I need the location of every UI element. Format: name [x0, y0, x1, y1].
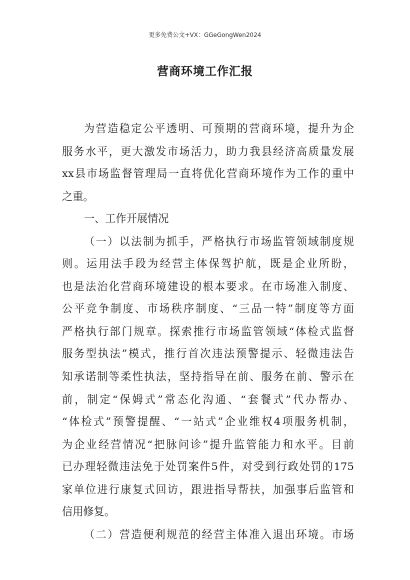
- header-note: 更多免费公文+VX：GGeGongWen2024: [148, 32, 262, 39]
- paragraph-line: 为营造稳定公平透明、可预期的营商环境，提升为企: [84, 123, 354, 135]
- paragraph-line: 信用修复。: [62, 506, 115, 519]
- document-title: 营商环境工作汇报: [157, 64, 253, 78]
- paragraph-line: 也是法治化营商环境建设的根本要求。在市场准入制度、: [62, 280, 354, 293]
- paragraph-line: 服务水平，更大激发市场活力，助力我县经济高质量发展: [62, 145, 354, 158]
- paragraph-line: 严格执行部门规章。探索推行市场监管领域“体检式监督: [62, 325, 354, 338]
- document-body: [62, 118, 354, 546]
- paragraph-line: 家单位进行康复式回访，跟进指导帮扶，加强事后监管和: [62, 483, 354, 496]
- paragraph-line: 已办理轻微违法免于处罚案件5件，对受到行政处罚的175: [62, 461, 354, 474]
- paragraph-line: “体检式”预警提醒、“一站式”企业维权4项服务机制，: [62, 416, 354, 429]
- paragraph-line: 之重。: [62, 190, 94, 203]
- paragraph-line: （二）营造便利规范的经营主体准入退出环境。市场: [84, 528, 354, 541]
- paragraph-line: 为企业经营情况“把脉问诊”提升监管能力和水平。目前: [62, 438, 354, 451]
- paragraph-line: （一）以法制为抓手，严格执行市场监管领域制度规: [84, 235, 354, 248]
- paragraph-line: 公平竞争制度、市场秩序制度、“三品一特”制度等方面: [62, 303, 354, 316]
- paragraph-line: 知承诺制等柔性执法，坚持指导在前、服务在前、警示在: [62, 371, 354, 384]
- paragraph-line: 前，制定“保姆式”常态化沟通、“套餐式”代办帮办、: [62, 393, 354, 406]
- paragraph-line: 则。运用法手段为经营主体保驾护航，既是企业所盼，: [62, 258, 354, 271]
- paragraph-line: xx县市场监督管理局一直将优化营商环境作为工作的重中: [62, 168, 354, 181]
- section-heading: 一、工作开展情况: [84, 213, 169, 226]
- paragraph-line: 服务型执法”模式，推行首次违法预警提示、轻微违法告: [62, 348, 354, 361]
